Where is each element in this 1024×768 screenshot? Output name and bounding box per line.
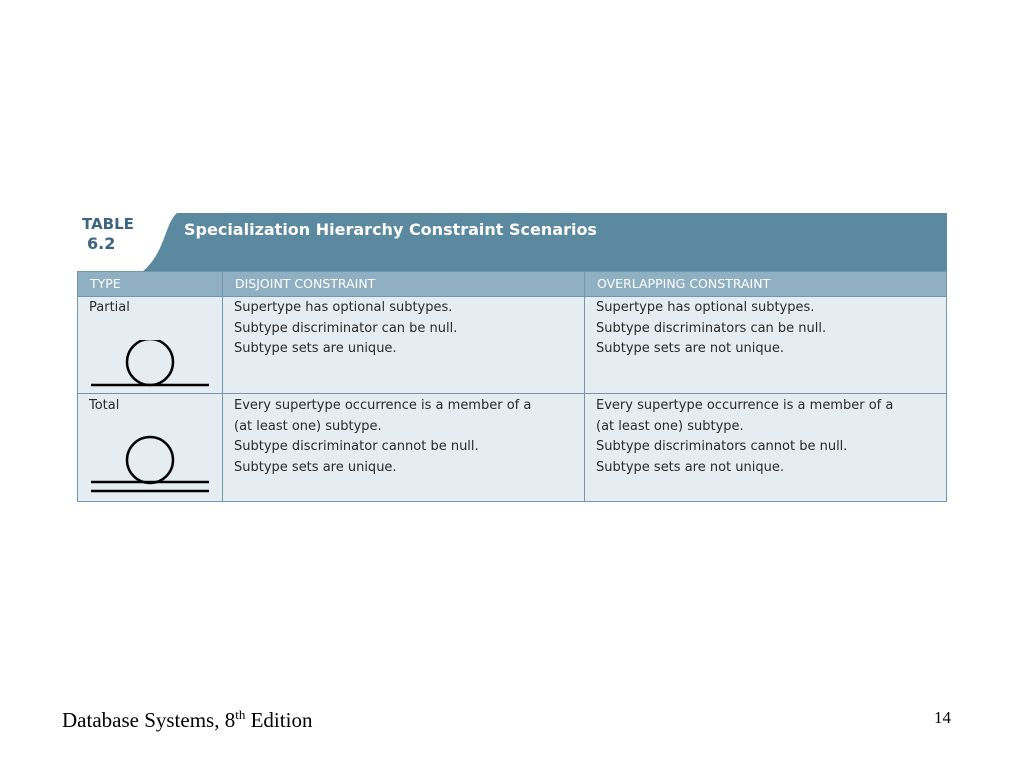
page-number: 14	[934, 708, 951, 727]
single-line-circle-icon	[90, 340, 210, 390]
table-label-number: 6.2	[87, 234, 116, 253]
type-label: Total	[89, 398, 120, 413]
cell-line: Every supertype occurrence is a member of a	[596, 398, 894, 413]
cell-line: Subtype sets are not unique.	[596, 341, 784, 356]
cell-line: Subtype discriminators can be null.	[596, 320, 827, 336]
column-header-disjoint: DISJOINT CONSTRAINT	[223, 272, 584, 296]
footer-book-title	[62, 708, 312, 733]
table-figure	[77, 213, 947, 502]
table-row-partial-type	[78, 298, 222, 319]
table-row-total-type	[78, 396, 222, 417]
cell-line: Subtype sets are not unique.	[596, 459, 784, 475]
cell-line: Supertype has optional subtypes.	[234, 300, 453, 315]
table-label-word: TABLE	[82, 215, 134, 233]
book-title-suffix: Edition	[245, 708, 313, 732]
cell-line: Subtype sets are unique.	[234, 459, 397, 475]
table-row-total-disjoint	[223, 396, 584, 478]
cell-line: Subtype sets are unique.	[234, 341, 397, 356]
book-title-prefix: Database Systems, 8	[62, 708, 236, 732]
row-divider	[78, 296, 946, 297]
constraint-table	[77, 271, 947, 502]
double-line-circle-icon	[90, 435, 210, 495]
cell-line: Supertype has optional subtypes.	[596, 300, 815, 315]
table-row-partial-disjoint	[223, 298, 584, 360]
cell-line: Subtype discriminators cannot be null.	[596, 439, 848, 454]
cell-line: (at least one) subtype.	[596, 418, 744, 434]
row-divider	[78, 393, 946, 394]
column-header-type: TYPE	[78, 272, 222, 296]
type-label: Partial	[89, 300, 130, 315]
book-title-superscript: th	[235, 707, 246, 722]
cell-line: Every supertype occurrence is a member of a	[234, 398, 532, 413]
column-header-overlapping: OVERLAPPING CONSTRAINT	[585, 272, 946, 296]
cell-line: Subtype discriminator cannot be null.	[234, 439, 479, 454]
cell-line: Subtype discriminator can be null.	[234, 320, 458, 336]
table-title: Specialization Hierarchy Constraint Scenarios	[184, 220, 597, 239]
cell-line: (at least one) subtype.	[234, 418, 382, 434]
table-row-total-overlapping	[585, 396, 946, 478]
table-row-partial-overlapping	[585, 298, 946, 360]
